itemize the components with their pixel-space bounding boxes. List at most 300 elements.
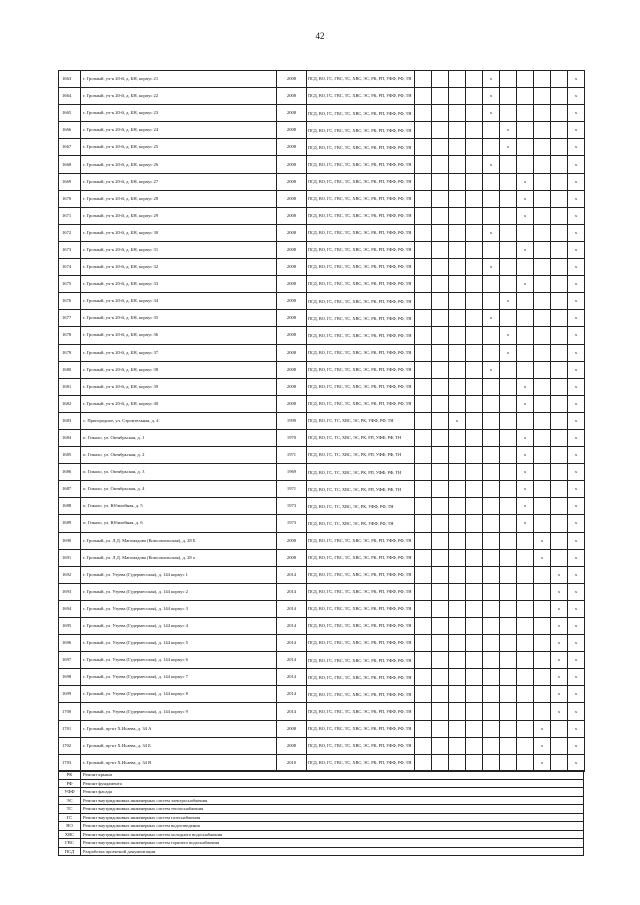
mark-cell [466,105,483,122]
mark-cell [534,378,551,395]
mark-cell [551,310,568,327]
table-row [59,635,585,652]
mark-cell [432,583,449,600]
mark-cell [534,139,551,156]
legend-code: УФФ [59,788,81,797]
row-number: 1678 [59,327,81,344]
row-works: ПСД, ВО, ГС, ГВС, ТС, ХВС, ЭС, РК, РП, УФФ, РФ, ТН [307,156,415,173]
mark-cell [415,686,432,703]
mark-cell [432,293,449,310]
mark-cell [466,241,483,258]
mark-cell: x [568,447,585,464]
mark-cell: x [568,156,585,173]
row-address: г. Грозный, уч-к 20-й, д. БН, корпус 32 [81,259,277,276]
mark-cell [432,395,449,412]
mark-cell: x [517,498,534,515]
row-works: ПСД, ВО, ГС, ГВС, ТС, ХВС, ЭС, РК, РП, УФФ, РФ, ТН [307,566,415,583]
mark-cell [534,635,551,652]
mark-cell [415,241,432,258]
mark-cell [534,310,551,327]
mark-cell [466,737,483,754]
mark-cell [415,669,432,686]
legend-row [59,788,584,797]
legend-row [59,813,584,822]
mark-cell [534,583,551,600]
row-address: с. Пригородное, ул. Строительная, д. 4 [81,412,277,429]
table-row [59,241,585,258]
mark-cell: x [483,224,500,241]
table-row [59,344,585,361]
row-year: 1969 [277,464,307,481]
row-year: 2008 [277,105,307,122]
legend-code: ГВС [59,839,81,848]
mark-cell [432,464,449,481]
row-year: 2008 [277,259,307,276]
mark-cell [483,327,500,344]
legend-code: ГС [59,813,81,822]
mark-cell [534,190,551,207]
row-address: г. Грозный, ул. Узуева (Гудермесская), д. 144 корпус 8 [81,686,277,703]
mark-cell [449,703,466,720]
mark-cell [500,71,517,88]
mark-cell [432,156,449,173]
row-year: 1971 [277,481,307,498]
legend-text: Ремонт внутридомовых инженерных систем холодного водоснабжения [81,830,584,839]
mark-cell [534,224,551,241]
legend-code: РФ [59,779,81,788]
row-year: 2014 [277,652,307,669]
mark-cell [551,259,568,276]
row-works: ПСД, ВО, ГС, ГВС, ТС, ХВС, ЭС, РК, РП, УФФ, РФ, ТН [307,703,415,720]
table-row [59,464,585,481]
mark-cell [500,105,517,122]
mark-cell [483,669,500,686]
mark-cell [415,378,432,395]
mark-cell [432,71,449,88]
mark-cell [415,344,432,361]
table-row [59,190,585,207]
mark-cell [517,327,534,344]
mark-cell [466,464,483,481]
row-address: г. Грозный, уч-к 20-й, д. БН, корпус 30 [81,224,277,241]
mark-cell [500,635,517,652]
mark-cell [483,686,500,703]
mark-cell [483,276,500,293]
row-address: г. Грозный, уч-к 20-й, д. БН, корпус 39 [81,378,277,395]
row-number: 1667 [59,139,81,156]
row-number: 1688 [59,498,81,515]
row-year: 2008 [277,395,307,412]
table-row [59,583,585,600]
mark-cell [449,139,466,156]
mark-cell [500,532,517,549]
mark-cell [449,378,466,395]
mark-cell: x [568,549,585,566]
mark-cell [415,652,432,669]
row-works: ПСД, ВО, ГС, ГВС, ТС, ХВС, ЭС, РК, РП, УФФ, РФ, ТН [307,122,415,139]
legend-code: ВО [59,822,81,831]
legend-table [58,770,584,856]
row-address: п. Гикало, ул. Октябрьская, д. 3 [81,464,277,481]
row-address: г. Грозный, ул. Л.Д. Магомадова (Комсомольская), д. 28 а [81,549,277,566]
row-number: 1685 [59,447,81,464]
mark-cell [500,464,517,481]
mark-cell [415,583,432,600]
mark-cell [551,327,568,344]
mark-cell: x [483,156,500,173]
row-year: 2008 [277,327,307,344]
mark-cell [449,532,466,549]
mark-cell: x [517,447,534,464]
mark-cell [500,703,517,720]
mark-cell [432,139,449,156]
mark-cell [432,378,449,395]
row-address: г. Грозный, уч-к 20-й, д. БН, корпус 25 [81,139,277,156]
mark-cell [432,344,449,361]
mark-cell: x [568,720,585,737]
mark-cell [432,259,449,276]
mark-cell: x [568,241,585,258]
mark-cell [415,259,432,276]
row-address: г. Грозный, ул. Л.Д. Магомадова (Комсомольская), д. 28 Б [81,532,277,549]
table-row [59,686,585,703]
legend-code: РК [59,771,81,780]
legend-row [59,830,584,839]
row-year: 2008 [277,720,307,737]
row-address: п. Гикало, ул. Октябрьская, д. 1 [81,429,277,446]
row-works: ПСД, ВО, ГС, ГВС, ТС, ХВС, ЭС, РК, РП, УФФ, РФ, ТН [307,88,415,105]
row-number: 1697 [59,652,81,669]
mark-cell [551,71,568,88]
row-address: г. Грозный, пр-кт Х.Исаева, д. 34 А [81,720,277,737]
row-number: 1703 [59,754,81,771]
mark-cell [449,310,466,327]
mark-cell [466,429,483,446]
row-works: ПСД, ВО, ГС, ГВС, ТС, ХВС, ЭС, РК, РП, УФФ, РФ, ТН [307,71,415,88]
mark-cell [500,361,517,378]
mark-cell [551,224,568,241]
row-number: 1668 [59,156,81,173]
row-address: п. Гикало, ул. Октябрьская, д. 2 [81,447,277,464]
mark-cell [517,635,534,652]
mark-cell [534,600,551,617]
row-address: г. Грозный, ул. Узуева (Гудермесская), д. 144 корпус 9 [81,703,277,720]
mark-cell [551,549,568,566]
mark-cell [432,498,449,515]
row-number: 1692 [59,566,81,583]
row-works: ПСД, ВО, ГС, ГВС, ТС, ХВС, ЭС, РК, РП, УФФ, РФ, ТН [307,737,415,754]
mark-cell [432,635,449,652]
mark-cell [551,105,568,122]
mark-cell [517,669,534,686]
table-row [59,703,585,720]
legend-text: Ремонт фасада [81,788,584,797]
mark-cell: x [551,652,568,669]
mark-cell: x [517,429,534,446]
mark-cell [466,122,483,139]
mark-cell: x [483,88,500,105]
row-address: г. Грозный, пр-кт Х.Исаева, д. 34 Б [81,737,277,754]
mark-cell [534,498,551,515]
legend-text: Ремонт внутридомовых инженерных систем теплоснабжения [81,805,584,814]
mark-cell [466,173,483,190]
mark-cell [534,259,551,276]
mark-cell [449,481,466,498]
mark-cell: x [483,361,500,378]
table-row [59,293,585,310]
mark-cell: x [568,686,585,703]
mark-cell [466,344,483,361]
mark-cell [517,293,534,310]
mark-cell [466,652,483,669]
mark-cell [534,464,551,481]
mark-cell [449,207,466,224]
mark-cell: x [517,207,534,224]
table-row [59,618,585,635]
mark-cell [432,361,449,378]
mark-cell [415,549,432,566]
mark-cell [500,310,517,327]
mark-cell [466,549,483,566]
legend-row [59,771,584,780]
mark-cell [500,241,517,258]
row-number: 1693 [59,583,81,600]
mark-cell [449,618,466,635]
mark-cell [500,224,517,241]
mark-cell [483,754,500,771]
legend-text: Ремонт внутридомовых инженерных систем горячего водоснабжения [81,839,584,848]
row-number: 1691 [59,549,81,566]
row-works: ПСД, ВО, ГС, ГВС, ТС, ХВС, ЭС, РК, РП, УФФ, РФ, ТН [307,549,415,566]
mark-cell [534,703,551,720]
mark-cell [432,88,449,105]
mark-cell [415,566,432,583]
mark-cell [534,241,551,258]
mark-cell [466,224,483,241]
mark-cell [500,173,517,190]
mark-cell [415,635,432,652]
row-number: 1675 [59,276,81,293]
mark-cell [449,156,466,173]
mark-cell [415,429,432,446]
row-number: 1687 [59,481,81,498]
row-address: г. Грозный, уч-к 20-й, д. БН, корпус 33 [81,276,277,293]
mark-cell: x [568,532,585,549]
legend-row [59,805,584,814]
mark-cell [483,241,500,258]
row-year: 2014 [277,600,307,617]
row-works: ПСД, ВО, ГС, ГВС, ТС, ХВС, ЭС, РК, РП, УФФ, РФ, ТН [307,173,415,190]
table-row [59,173,585,190]
mark-cell [483,190,500,207]
mark-cell: x [551,703,568,720]
mark-cell: x [568,190,585,207]
mark-cell [415,737,432,754]
row-address: г. Грозный, уч-к 20-й, д. БН, корпус 35 [81,310,277,327]
row-works: ПСД, ВО, ГС, ГВС, ТС, ХВС, ЭС, РК, РП, УФФ, РФ, ТН [307,532,415,549]
mark-cell [415,327,432,344]
mark-cell: x [568,310,585,327]
table-row [59,361,585,378]
mark-cell: x [568,498,585,515]
mark-cell [483,532,500,549]
mark-cell [500,429,517,446]
mark-cell [517,652,534,669]
mark-cell [517,139,534,156]
mark-cell [500,515,517,532]
mark-cell [432,669,449,686]
table-row [59,224,585,241]
row-year: 2008 [277,310,307,327]
row-works: ПСД, ВО, ГС, ГВС, ТС, ХВС, ЭС, РК, РП, УФФ, РФ, ТН [307,378,415,395]
mark-cell [466,686,483,703]
mark-cell [432,173,449,190]
table-row [59,429,585,446]
mark-cell: x [568,207,585,224]
mark-cell [517,156,534,173]
mark-cell: x [483,259,500,276]
mark-cell: x [568,327,585,344]
mark-cell [466,156,483,173]
mark-cell: x [568,71,585,88]
mark-cell [466,88,483,105]
mark-cell [534,173,551,190]
row-year: 2014 [277,583,307,600]
row-number: 1702 [59,737,81,754]
mark-cell [449,241,466,258]
mark-cell: x [551,618,568,635]
row-works: ПСД, ВО, ГС, ГВС, ТС, ХВС, ЭС, РК, РП, УФФ, РФ, ТН [307,361,415,378]
mark-cell [466,139,483,156]
mark-cell [415,754,432,771]
row-number: 1670 [59,190,81,207]
mark-cell [534,361,551,378]
table-row [59,600,585,617]
row-works: ПСД, ВО, ГС, ГВС, ТС, ХВС, ЭС, РК, РП, УФФ, РФ, ТН [307,105,415,122]
mark-cell [432,327,449,344]
row-number: 1683 [59,412,81,429]
row-works: ПСД, ВО, ГС, ТС, ХВС, ЭС, РК, РП, УФФ, РФ, ТН [307,429,415,446]
mark-cell [415,71,432,88]
mark-cell: x [568,224,585,241]
row-address: г. Грозный, уч-к 20-й, д. БН, корпус 23 [81,105,277,122]
mark-cell [483,378,500,395]
mark-cell [415,532,432,549]
mark-cell [483,720,500,737]
mark-cell [500,566,517,583]
mark-cell [432,652,449,669]
mark-cell [483,703,500,720]
mark-cell: x [534,737,551,754]
row-address: г. Грозный, ул. Узуева (Гудермесская), д. 144 корпус 3 [81,600,277,617]
mark-cell [415,395,432,412]
row-address: г. Грозный, ул. Узуева (Гудермесская), д. 144 корпус 1 [81,566,277,583]
mark-cell [551,378,568,395]
mark-cell [466,207,483,224]
mark-cell [500,583,517,600]
mark-cell: x [568,139,585,156]
mark-cell: x [568,378,585,395]
mark-cell: x [568,276,585,293]
mark-cell [432,207,449,224]
mark-cell [415,481,432,498]
row-address: г. Грозный, уч-к 20-й, д. БН, корпус 24 [81,122,277,139]
mark-cell [449,600,466,617]
mark-cell [449,566,466,583]
row-year: 2008 [277,71,307,88]
mark-cell [534,122,551,139]
mark-cell [534,71,551,88]
mark-cell [551,139,568,156]
row-address: г. Грозный, ул. Узуева (Гудермесская), д. 144 корпус 6 [81,652,277,669]
row-year: 2008 [277,361,307,378]
mark-cell [415,515,432,532]
mark-cell [551,241,568,258]
mark-cell [466,566,483,583]
table-row [59,139,585,156]
row-works: ПСД, ВО, ГС, ГВС, ТС, ХВС, ЭС, РК, РП, УФФ, РФ, ТН [307,600,415,617]
row-number: 1664 [59,88,81,105]
row-year: 2014 [277,618,307,635]
table-row [59,327,585,344]
mark-cell [466,515,483,532]
legend-text: Ремонт крыши [81,771,584,780]
mark-cell [466,669,483,686]
row-works: ПСД, ВО, ГС, ТС, ХВС, ЭС, РК, УФФ, РФ, ТН [307,412,415,429]
table-row [59,207,585,224]
mark-cell: x [568,566,585,583]
mark-cell: x [500,344,517,361]
row-works: ПСД, ВО, ГС, ГВС, ТС, ХВС, ЭС, РК, РП, УФФ, РФ, ТН [307,686,415,703]
row-works: ПСД, ВО, ГС, ГВС, ТС, ХВС, ЭС, РК, РП, УФФ, РФ, ТН [307,139,415,156]
mark-cell [432,720,449,737]
legend-code: ХВС [59,830,81,839]
mark-cell [432,224,449,241]
row-number: 1674 [59,259,81,276]
mark-cell: x [568,344,585,361]
mark-cell: x [500,293,517,310]
mark-cell [483,395,500,412]
mark-cell: x [568,669,585,686]
mark-cell [517,259,534,276]
mark-cell [551,88,568,105]
row-year: 2008 [277,276,307,293]
mark-cell [483,481,500,498]
mark-cell [534,207,551,224]
row-address: г. Грозный, уч-к 20-й, д. БН, корпус 37 [81,344,277,361]
mark-cell [449,583,466,600]
mark-cell [483,412,500,429]
mark-cell [534,686,551,703]
mark-cell [500,652,517,669]
mark-cell [432,310,449,327]
mark-cell [483,429,500,446]
row-works: ПСД, ВО, ГС, ГВС, ТС, ХВС, ЭС, РК, РП, УФФ, РФ, ТН [307,635,415,652]
mark-cell: x [568,618,585,635]
mark-cell [432,190,449,207]
mark-cell [449,276,466,293]
mark-cell: x [568,412,585,429]
mark-cell [534,412,551,429]
table-row [59,532,585,549]
mark-cell [415,139,432,156]
row-number: 1671 [59,207,81,224]
mark-cell [432,549,449,566]
row-address: г. Грозный, уч-к 20-й, д. БН, корпус 38 [81,361,277,378]
row-year: 2008 [277,207,307,224]
mark-cell: x [483,310,500,327]
mark-cell [415,361,432,378]
